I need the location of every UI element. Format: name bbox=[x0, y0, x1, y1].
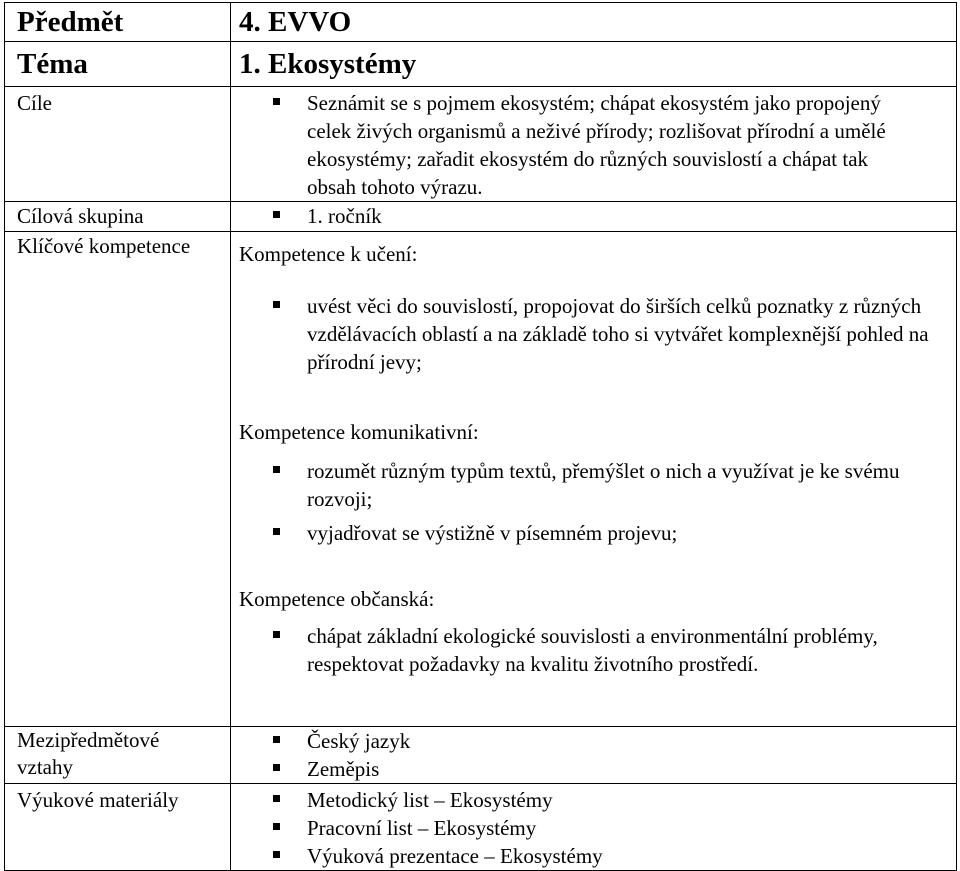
label-klicove-kompetence: Klíčové kompetence bbox=[5, 232, 231, 727]
cile-text: Seznámit se s pojmem ekosystém; chápat ekosystém jako propojený celek živých organismů a neživé přírody; rozlišovat přírodní a umělé ekosystémy; zařadit ekosystém do různých souvislostí a chápat tak obsah tohoto výrazu. bbox=[307, 91, 886, 199]
competence-item: chápat základní ekologické souvislosti a environmentální problémy, respektovat požadavky na kvalitu životního prostředí. bbox=[307, 624, 878, 676]
label-predmet: Předmět bbox=[5, 3, 231, 42]
cilova-skupina-text: 1. ročník bbox=[307, 204, 382, 228]
label-mezipredmetove: Mezipředmětové vztahy bbox=[5, 727, 231, 784]
list-item bbox=[231, 786, 956, 814]
value-cile bbox=[231, 87, 957, 202]
bullet-square-icon bbox=[273, 631, 280, 638]
list-item bbox=[231, 727, 956, 755]
list-item bbox=[231, 519, 956, 547]
competence-item: vyjadřovat se výstižně v písemném projevu; bbox=[307, 521, 678, 545]
bullet-square-icon bbox=[273, 211, 280, 218]
row-vyukove-materialy bbox=[5, 784, 957, 871]
label-cile: Cíle bbox=[5, 87, 231, 202]
competence-heading: Kompetence občanská: bbox=[239, 587, 435, 611]
row-klicove-kompetence bbox=[5, 232, 957, 727]
list-item bbox=[231, 755, 956, 783]
bullet-square-icon bbox=[273, 764, 280, 771]
bullet-square-icon bbox=[273, 466, 280, 473]
mezipredmetove-item: Zeměpis bbox=[307, 757, 380, 781]
bullet-square-icon bbox=[273, 736, 280, 743]
row-predmet bbox=[5, 3, 957, 42]
list-item bbox=[231, 457, 956, 513]
row-tema bbox=[5, 42, 957, 87]
competence-item: uvést věci do souvislostí, propojovat do širších celků poznatky z různých vzdělávacích oblastí a na základě toho si vytvářet komplexnější pohled na přírodní jevy; bbox=[307, 294, 929, 374]
mezipredmetove-item: Český jazyk bbox=[307, 729, 411, 753]
row-cilova-skupina bbox=[5, 202, 957, 232]
list-item bbox=[231, 292, 956, 376]
bullet-square-icon bbox=[273, 98, 280, 105]
value-tema: 1. Ekosystémy bbox=[231, 42, 957, 87]
label-tema: Téma bbox=[5, 42, 231, 87]
label-cilova-skupina: Cílová skupina bbox=[5, 202, 231, 232]
bullet-square-icon bbox=[273, 795, 280, 802]
competence-heading: Kompetence komunikativní: bbox=[239, 420, 479, 444]
value-vyukove-materialy bbox=[231, 784, 957, 871]
list-item bbox=[231, 202, 956, 230]
bullet-square-icon bbox=[273, 851, 280, 858]
lesson-plan-table bbox=[4, 2, 957, 871]
bullet-square-icon bbox=[273, 301, 280, 308]
material-item: Pracovní list – Ekosystémy bbox=[307, 816, 537, 840]
list-item bbox=[231, 814, 956, 842]
competence-item: rozumět různým typům textů, přemýšlet o nich a využívat je ke svému rozvoji; bbox=[307, 459, 900, 511]
bullet-square-icon bbox=[273, 528, 280, 535]
competence-heading: Kompetence k učení: bbox=[239, 242, 418, 266]
value-cilova-skupina bbox=[231, 202, 957, 232]
list-item bbox=[231, 622, 956, 678]
row-cile bbox=[5, 87, 957, 202]
material-item: Metodický list – Ekosystémy bbox=[307, 788, 553, 812]
bullet-square-icon bbox=[273, 823, 280, 830]
value-klicove-kompetence bbox=[231, 232, 957, 727]
row-mezipredmetove bbox=[5, 727, 957, 784]
list-item bbox=[231, 89, 956, 201]
value-mezipredmetove bbox=[231, 727, 957, 784]
material-item: Výuková prezentace – Ekosystémy bbox=[307, 844, 603, 868]
label-vyukove-materialy: Výukové materiály bbox=[5, 784, 231, 871]
value-predmet: 4. EVVO bbox=[231, 3, 957, 42]
